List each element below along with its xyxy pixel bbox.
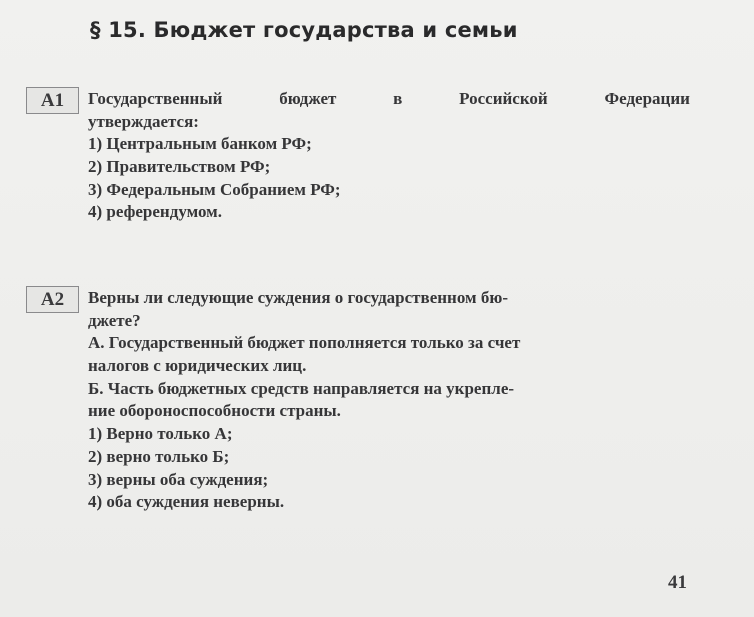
answer-option-a1-1: 1) Центральным банком РФ;: [88, 134, 312, 154]
question-number-a2: А2: [26, 286, 79, 313]
answer-option-a2-2: 2) верно только Б;: [88, 446, 230, 466]
statement-a-line2: налогов с юридических лиц.: [88, 356, 307, 376]
page-number: 41: [668, 572, 687, 593]
word: в: [393, 89, 403, 108]
word: бюджет: [279, 89, 337, 108]
section-title: § 15. Бюджет государства и семьи: [90, 18, 518, 42]
answer-option-a2-1: 1) Верно только А;: [88, 424, 233, 444]
answer-option-a1-2: 2) Правительством РФ;: [88, 157, 271, 177]
word: Федерации: [604, 89, 690, 108]
answer-option-a1-3: 3) Федеральным Собранием РФ;: [88, 179, 341, 199]
answer-option-a1-4: 4) референдумом.: [88, 202, 222, 222]
question-a2: [88, 287, 694, 514]
question-number-a1: А1: [26, 87, 79, 114]
question-a1-stem-line2: утверждается:: [88, 111, 199, 131]
question-a1: [88, 88, 690, 224]
question-a2-stem-line1: Верны ли следующие суждения о государственном бю-: [88, 288, 509, 307]
question-a2-stem-line2: джете?: [88, 310, 141, 330]
statement-b-line1: Б. Часть бюджетных средств направляется на укрепле-: [88, 378, 515, 398]
question-a1-stem-line1: [88, 88, 690, 111]
statement-b-line2: ние обороноспособности страны.: [88, 401, 341, 421]
word: Российской: [459, 89, 548, 108]
answer-option-a2-4: 4) оба суждения неверны.: [88, 492, 285, 512]
word: Государственный: [88, 89, 223, 108]
statement-a-line1: А. Государственный бюджет пополняется только за счет: [88, 333, 521, 353]
answer-option-a2-3: 3) верны оба суждения;: [88, 469, 269, 489]
